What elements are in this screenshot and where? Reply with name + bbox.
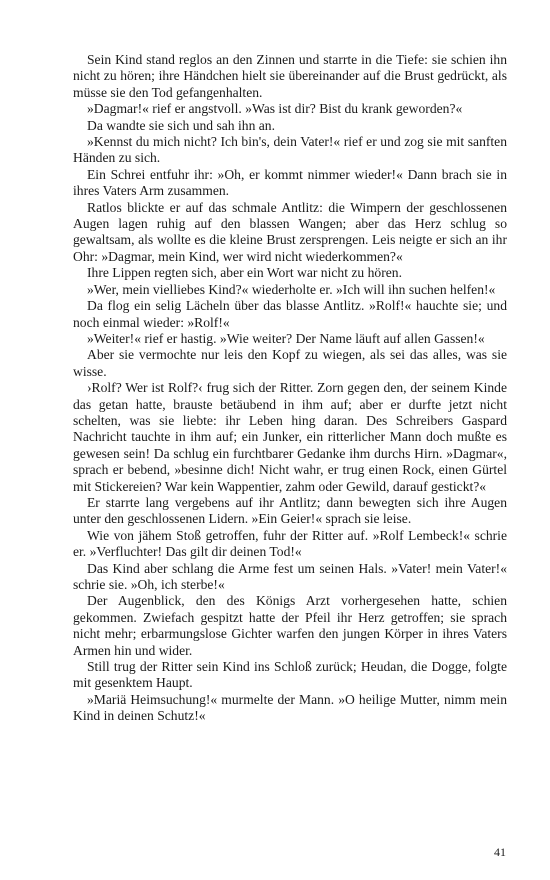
paragraph: Das Kind aber schlang die Arme fest um seinen Hals. »Vater! mein Vater!« schrie sie. »Oh, ich sterbe!« bbox=[73, 560, 507, 592]
paragraph: Da wandte sie sich und sah ihn an. bbox=[87, 117, 276, 133]
paragraph: Ihre Lippen regten sich, aber ein Wort war nicht zu hören. bbox=[87, 265, 402, 281]
page-number: 41 bbox=[494, 845, 506, 859]
paragraph: Da flog ein selig Lächeln über das blasse Antlitz. »Rolf!« hauchte sie; und noch einmal wieder: »Rolf!« bbox=[73, 298, 507, 330]
paragraph: »Mariä Heimsuchung!« murmelte der Mann. »O heilige Mutter, nimm mein Kind in deinen Schutz!« bbox=[73, 691, 507, 724]
paragraph: ›Rolf? Wer ist Rolf?‹ frug sich der Ritter. Zorn gegen den, der seinem Kinde das getan hatte, brauste betäubend in ihm auf; aber er durfte jetzt nicht schelten, was sie liebte: ihr Leben hing daran. Des Schreibers Gaspard Nachricht tauchte in ihm auf; ein Junker, ein ritterlicher Mann doch mußte es gewesen sein! Da schlug ein furchtbarer Gedanke ihm durchs Hirn. »Dagmar«, sprach er bebend, »besinne dich! Nicht wahr, er trug einen Rock, einen Gürtel mit Stickereien? War kein Wappentier, zahm oder Gewild, darauf gestickt?« bbox=[73, 380, 507, 494]
paragraph: Aber sie vermochte nur leis den Kopf zu wiegen, als sei das alles, was sie wisse. bbox=[73, 347, 507, 379]
paragraph: Still trug der Ritter sein Kind ins Schloß zurück; Heudan, die Dogge, folgte mit gesenktem Haupt. bbox=[73, 659, 507, 691]
paragraph: Wie von jähem Stoß getroffen, fuhr der Ritter auf. »Rolf Lembeck!« schrie er. »Verfluchter! Das gilt dir deinen Tod!« bbox=[73, 527, 507, 560]
paragraph: Ein Schrei entfuhr ihr: »Oh, er kommt nimmer wieder!« Dann brach sie in ihres Vaters Arm zusammen. bbox=[73, 166, 507, 199]
paragraph: Er starrte lang vergebens auf ihr Antlitz; dann bewegten sich ihre Augen unter den geschlossenen Lidern. »Ein Geier!« sprach sie leise. bbox=[73, 494, 507, 527]
paragraph: Der Augenblick, den des Königs Arzt vorhergesehen hatte, schien gekommen. Zwiefach gespitzt hatte der Pfeil ihr Herz getroffen; sie sprach nicht mehr; erbarmungslose Gichter warfen den jungen Körper in ihres Vaters Armen hin und wider. bbox=[73, 593, 507, 658]
book-page-text bbox=[73, 52, 507, 725]
paragraph: »Wer, mein vielliebes Kind?« wiederholte er. »Ich will ihn suchen helfen!« bbox=[87, 281, 496, 297]
paragraph: »Weiter!« rief er hastig. »Wie weiter? Der Name läuft auf allen Gassen!« bbox=[87, 330, 485, 346]
paragraph: »Kennst du mich nicht? Ich bin's, dein Vater!« rief er und zog sie mit sanften Händen zu sich. bbox=[73, 134, 507, 166]
paragraph: Sein Kind stand reglos an den Zinnen und starrte in die Tiefe: sie schien ihn nicht zu hören; ihre Händchen hielt sie übereinander auf die Brust gedrückt, als müsse sie den Tod gefangenhalten. bbox=[73, 52, 507, 100]
paragraph: »Dagmar!« rief er angstvoll. »Was ist dir? Bist du krank geworden?« bbox=[87, 101, 463, 117]
paragraph: Ratlos blickte er auf das schmale Antlitz: die Wimpern der geschlossenen Augen lagen ruhig auf den blassen Wangen; aber das Herz schlug so gewaltsam, als wollte es die kleine Brust zersprengen. Leis neigte er sich an ihr Ohr: »Dagmar, mein Kind, wer wird nicht wiederkommen?« bbox=[73, 199, 507, 264]
